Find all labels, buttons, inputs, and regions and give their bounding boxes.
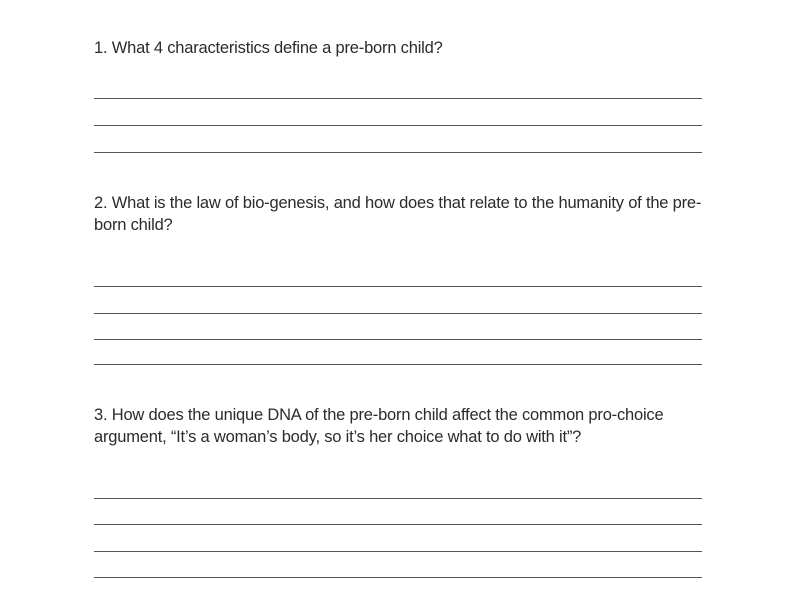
answer-line[interactable] <box>94 125 702 126</box>
answer-line[interactable] <box>94 524 702 525</box>
question-1-text: 1. What 4 characteristics define a pre-born child? <box>94 39 443 57</box>
question-2-text: 2. What is the law of bio-genesis, and how does that relate to the humanity of the pre-born child? <box>94 194 702 234</box>
answer-line[interactable] <box>94 313 702 314</box>
answer-line[interactable] <box>94 98 702 99</box>
answer-line[interactable] <box>94 364 702 365</box>
answer-line[interactable] <box>94 498 702 499</box>
answer-line[interactable] <box>94 286 702 287</box>
question-3-text: 3. How does the unique DNA of the pre-born child affect the common pro-choice argument, “It’s a woman’s body, so it’s her choice what to do with it”? <box>94 406 664 446</box>
answer-line[interactable] <box>94 551 702 552</box>
answer-line[interactable] <box>94 152 702 153</box>
answer-line[interactable] <box>94 339 702 340</box>
answer-line[interactable] <box>94 577 702 578</box>
